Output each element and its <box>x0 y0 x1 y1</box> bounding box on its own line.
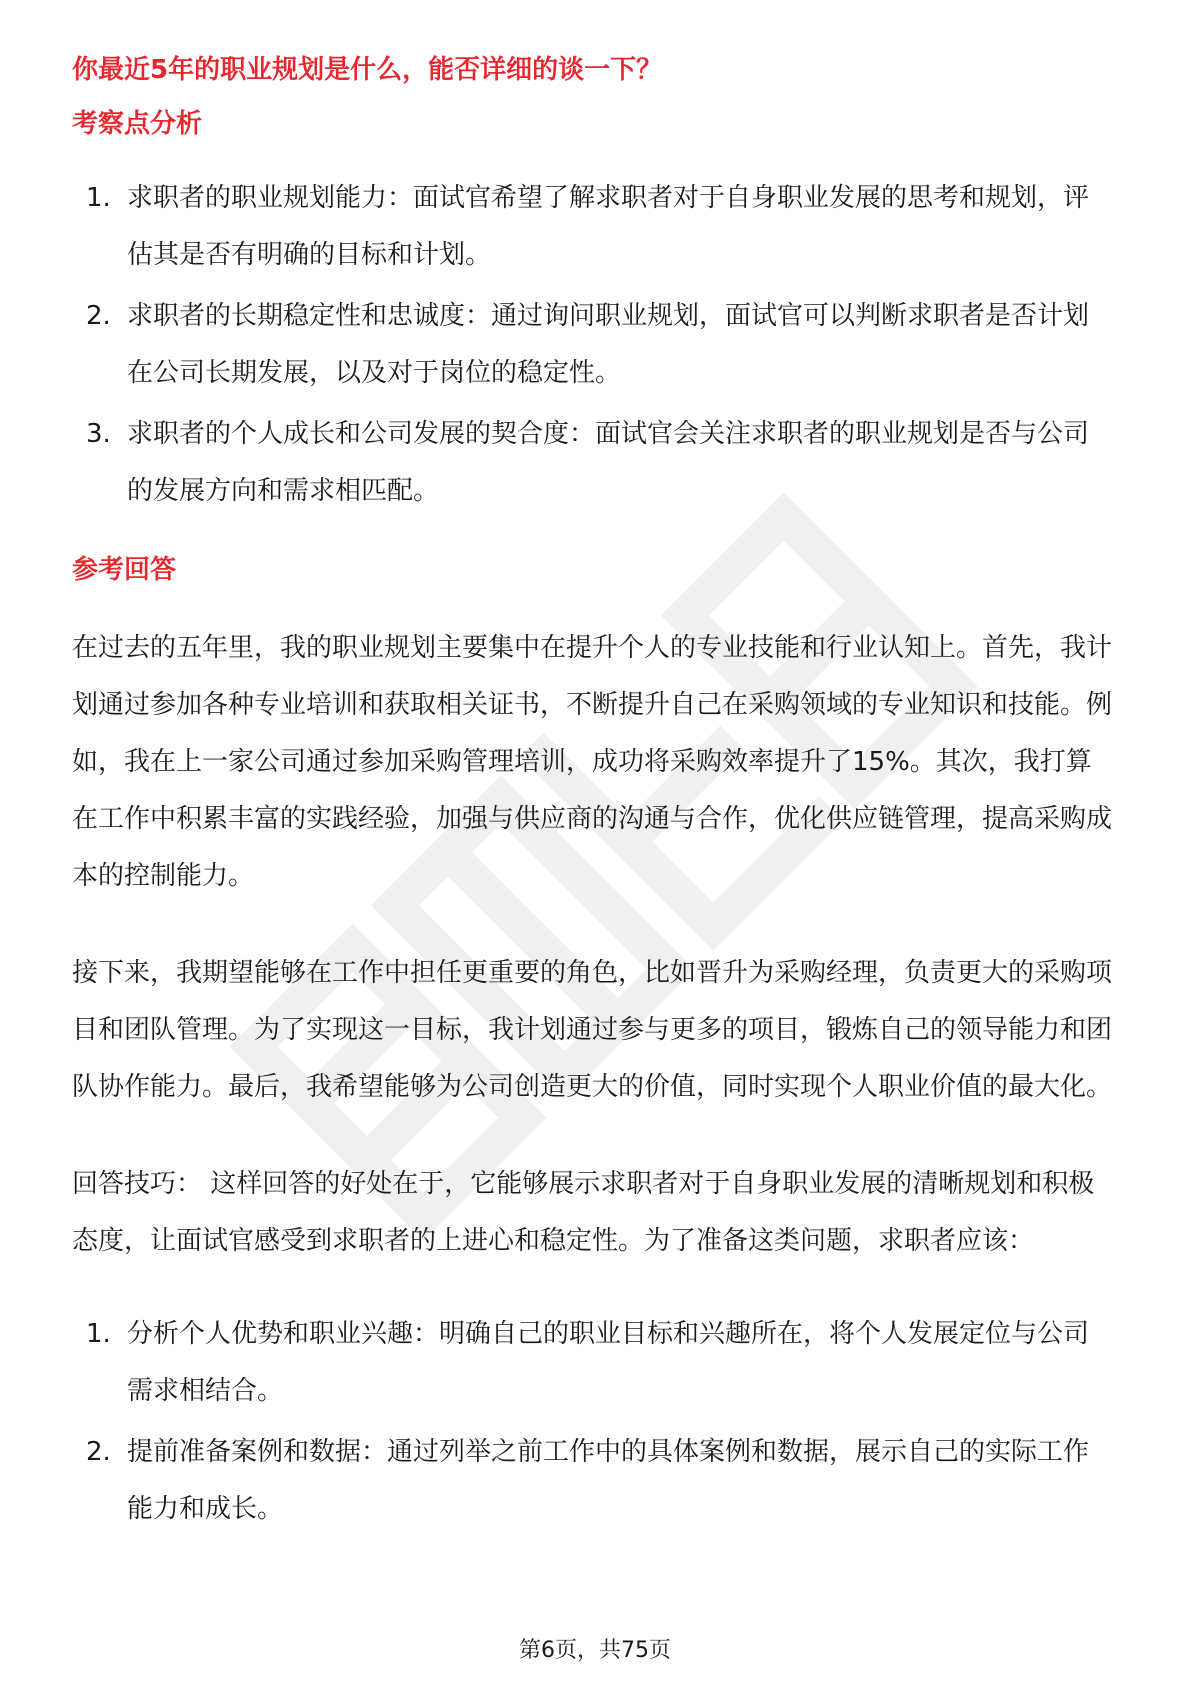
analysis-heading: 考察点分析 <box>72 109 203 139</box>
list-item <box>72 1306 1112 1420</box>
page-footer: 第6页，共75页 <box>519 1638 671 1663</box>
document-content <box>72 52 1112 1542</box>
list-text: 求职者的个人成长和公司发展的契合度：面试官会关注求职者的职业规划是否与公司的发展方向和需求相匹配。 <box>127 419 1090 506</box>
list-item <box>72 170 1112 284</box>
answer-paragraph: 在过去的五年里，我的职业规划主要集中在提升个人的专业技能和行业认知上。首先，我计划通过参加各种专业培训和获取相关证书，不断提升自己在采购领域的专业知识和技能。例如，我在上一家公司通过参加采购管理培训，成功将采购效率提升了15%。其次，我打算在工作中积累丰富的实践经验，加强与供应商的沟通与合作，优化供应链管理，提高采购成本的控制能力。 <box>72 633 1113 891</box>
list-text: 分析个人优势和职业兴趣：明确自己的职业目标和兴趣所在，将个人发展定位与公司需求相结合。 <box>127 1319 1090 1406</box>
list-item <box>72 406 1112 520</box>
list-text: 求职者的职业规划能力：面试官希望了解求职者对于自身职业发展的思考和规划，评估其是否有明确的目标和计划。 <box>127 183 1090 270</box>
answer-paragraph: 接下来，我期望能够在工作中担任更重要的角色，比如晋升为采购经理，负责更大的采购项目和团队管理。为了实现这一目标，我计划通过参与更多的项目，锻炼自己的领导能力和团队协作能力。最后，我希望能够为公司创造更大的价值，同时实现个人职业价值的最大化。 <box>72 958 1113 1102</box>
list-number: 2. <box>86 1437 111 1467</box>
analysis-list <box>72 170 1112 520</box>
tips-list <box>72 1306 1112 1538</box>
list-number: 2. <box>86 301 111 331</box>
list-item <box>72 1424 1112 1538</box>
list-number: 1. <box>86 183 111 213</box>
answer-heading: 参考回答 <box>72 555 177 585</box>
question-title: 你最近5年的职业规划是什么，能否详细的谈一下？ <box>72 55 663 85</box>
list-text: 提前准备案例和数据：通过列举之前工作中的具体案例和数据，展示自己的实际工作能力和成长。 <box>127 1437 1090 1524</box>
list-number: 1. <box>86 1319 111 1349</box>
list-number: 3. <box>86 419 111 449</box>
list-text: 求职者的长期稳定性和忠诚度：通过询问职业规划，面试官可以判断求职者是否计划在公司长期发展，以及对于岗位的稳定性。 <box>127 301 1090 388</box>
answer-tips-paragraph: 回答技巧： 这样回答的好处在于，它能够展示求职者对于自身职业发展的清晰规划和积极态度，让面试官感受到求职者的上进心和稳定性。为了准备这类问题，求职者应该： <box>72 1169 1095 1256</box>
list-item <box>72 288 1112 402</box>
